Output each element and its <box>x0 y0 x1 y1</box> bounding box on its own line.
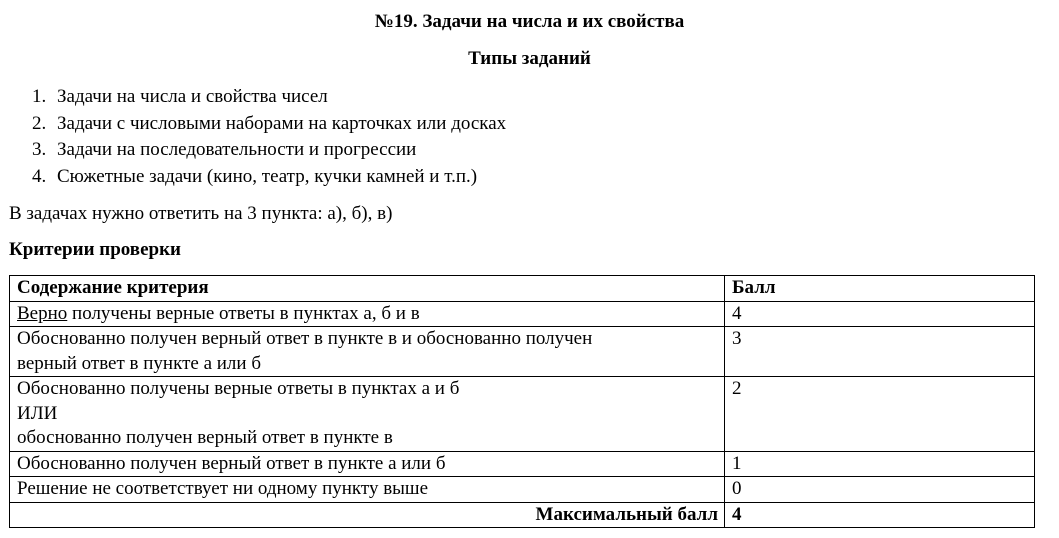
table-total-row <box>10 502 1035 528</box>
underlined-word: Верно <box>17 302 68 324</box>
score-cell: 4 <box>725 301 1035 327</box>
list-item <box>32 137 506 164</box>
table-row <box>10 327 1035 377</box>
list-item-number: 4. <box>32 165 47 187</box>
criterion-line: обоснованно получен верный ответ в пункте в <box>17 427 393 448</box>
score-cell: 1 <box>725 451 1035 477</box>
criterion-line: Обоснованно получены верные ответы в пунктах а и б <box>17 378 460 399</box>
list-item-number: 3. <box>32 139 47 160</box>
list-item-text: Сюжетные задачи (кино, театр, кучки камней и т.п.) <box>57 165 478 187</box>
criterion-cell <box>10 377 725 452</box>
max-score-label: Максимальный балл <box>10 502 725 528</box>
table-row <box>10 477 1035 503</box>
max-score-value: 4 <box>725 502 1035 528</box>
score-cell: 2 <box>725 377 1035 452</box>
criterion-cell <box>10 301 725 327</box>
list-item <box>32 84 506 111</box>
page-title: №19. Задачи на числа и их свойства <box>374 11 685 32</box>
table-row <box>10 377 1035 452</box>
table-header-row <box>10 276 1035 302</box>
criterion-cell: Обоснованно получен верный ответ в пункте а или б <box>10 451 725 477</box>
list-item-text: Задачи с числовыми наборами на карточках или досках <box>57 112 507 134</box>
table-row <box>10 451 1035 477</box>
header-content-cell: Содержание критерия <box>10 276 725 302</box>
list-item <box>32 111 507 138</box>
criterion-cell: Решение не соответствует ни одному пункту выше <box>10 477 725 503</box>
score-cell: 0 <box>725 477 1035 503</box>
list-item-number: 2. <box>32 112 47 134</box>
header-score-cell: Балл <box>725 276 1035 302</box>
criteria-heading: Критерии проверки <box>9 239 181 260</box>
score-cell: 3 <box>725 327 1035 377</box>
criteria-table <box>9 275 1035 528</box>
task-types-list <box>0 84 506 190</box>
list-item <box>32 164 506 191</box>
criterion-line: Обоснованно получен верный ответ в пункте в и обоснованно получен <box>17 328 593 349</box>
criterion-line: ИЛИ <box>17 402 58 424</box>
list-item-number: 1. <box>32 86 47 107</box>
criterion-cell <box>10 327 725 377</box>
list-item-text: Задачи на последовательности и прогрессии <box>57 139 417 160</box>
answer-note: В задачах нужно ответить на 3 пункта: а), б), в) <box>9 203 393 224</box>
section-subtitle: Типы заданий <box>468 48 591 69</box>
criterion-line: верный ответ в пункте а или б <box>17 352 261 374</box>
list-item-text: Задачи на числа и свойства чисел <box>57 86 328 107</box>
table-row <box>10 301 1035 327</box>
criterion-text: получены верные ответы в пунктах а, б и в <box>67 302 420 324</box>
